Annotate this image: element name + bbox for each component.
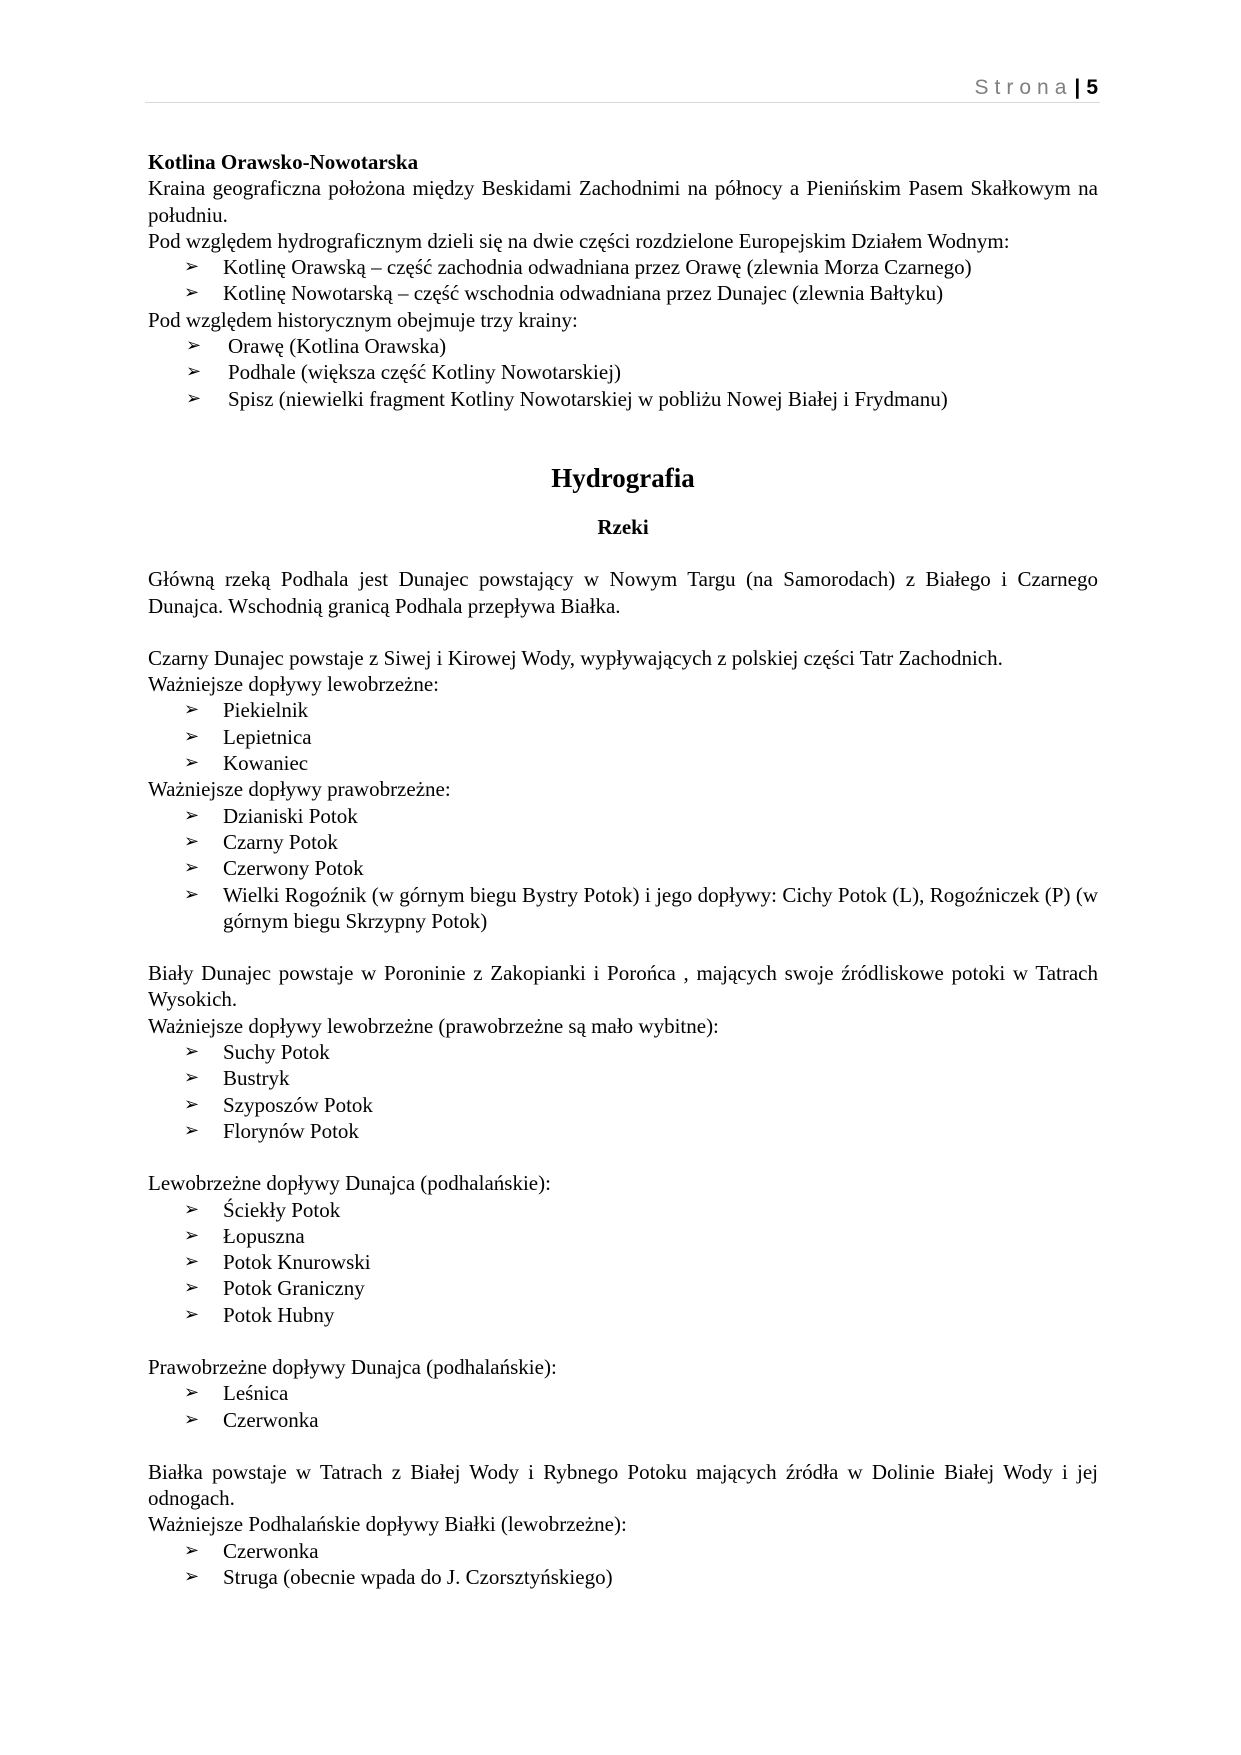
paragraph: Kraina geograficzna położona między Beskidami Zachodnimi na północy a Pienińskim Pasem Skałkowym na południu. xyxy=(148,176,1098,227)
subheading-rzeki: Rzeki xyxy=(597,514,649,539)
list-item-text: Kowaniec xyxy=(223,751,309,776)
paragraph: Lewobrzeżne dopływy Dunajca (podhalańskie): xyxy=(148,1171,551,1196)
list-item xyxy=(148,803,1098,829)
arrow-bullet-icon: ➢ xyxy=(184,883,200,905)
list-item-text: Czerwony Potok xyxy=(223,856,364,881)
list-item-text: Wielki Rogoźnik (w górnym biegu Bystry Potok) i jego dopływy: Cichy Potok (L), Rogoźniczek (P) (w górnym biegu Skrzypny Potok) xyxy=(223,882,1098,933)
list-item-text: Szyposzów Potok xyxy=(223,1092,373,1117)
document-body xyxy=(148,149,1098,1590)
heading-hydrografia: Hydrografia xyxy=(551,462,695,493)
list-item-text: Piekielnik xyxy=(223,698,309,723)
list-item-text: Spisz (niewielki fragment Kotliny Nowotarskiej w pobliżu Nowej Białej i Frydmanu) xyxy=(228,386,948,411)
paragraph: Prawobrzeżne dopływy Dunajca (podhalańskie): xyxy=(148,1354,557,1379)
page-number-label xyxy=(975,76,1098,100)
list-item-text: Bustryk xyxy=(223,1066,290,1091)
paragraph: Pod względem hydrograficznym dzieli się na dwie części rozdzielone Europejskim Działem Wodnym: xyxy=(148,228,1010,253)
arrow-bullet-icon: ➢ xyxy=(184,1198,200,1220)
list-item xyxy=(148,1249,1098,1275)
list-item-text: Kotlinę Nowotarską – część wschodnia odwadniana przez Dunajec (zlewnia Bałtyku) xyxy=(223,281,944,306)
page-label: Strona xyxy=(974,76,1073,99)
bullet-list xyxy=(148,1197,1098,1328)
arrow-bullet-icon: ➢ xyxy=(184,1251,200,1273)
list-item xyxy=(148,829,1098,855)
list-item xyxy=(148,1275,1098,1301)
list-item-text: Suchy Potok xyxy=(223,1040,330,1065)
arrow-bullet-icon: ➢ xyxy=(186,361,202,383)
list-item xyxy=(148,254,1098,280)
list-item xyxy=(148,1092,1098,1118)
paragraph: Czarny Dunajec powstaje z Siwej i Kirowej Wody, wypływających z polskiej części Tatr Zachodnich. xyxy=(148,645,1003,670)
list-item xyxy=(148,1223,1098,1249)
arrow-bullet-icon: ➢ xyxy=(184,752,200,774)
list-item xyxy=(148,1380,1098,1406)
list-item-text: Czerwonka xyxy=(223,1538,319,1563)
arrow-bullet-icon: ➢ xyxy=(186,335,202,357)
list-item xyxy=(148,1197,1098,1223)
arrow-bullet-icon: ➢ xyxy=(184,1277,200,1299)
bullet-list xyxy=(148,1538,1098,1591)
list-item xyxy=(148,1407,1098,1433)
arrow-bullet-icon: ➢ xyxy=(184,830,200,852)
list-item xyxy=(148,1538,1098,1564)
bullet-list xyxy=(148,1039,1098,1144)
arrow-bullet-icon: ➢ xyxy=(186,387,202,409)
list-item xyxy=(148,280,1098,306)
list-item-text: Dzianiski Potok xyxy=(223,803,358,828)
arrow-bullet-icon: ➢ xyxy=(184,1539,200,1561)
list-item-text: Potok Knurowski xyxy=(223,1250,371,1275)
list-item xyxy=(148,386,1098,412)
paragraph: Ważniejsze dopływy lewobrzeżne (prawobrzeżne są mało wybitne): xyxy=(148,1013,719,1038)
list-item xyxy=(148,359,1098,385)
paragraph: Ważniejsze Podhalańskie dopływy Białki (lewobrzeżne): xyxy=(148,1512,627,1537)
arrow-bullet-icon: ➢ xyxy=(184,282,200,304)
bullet-list xyxy=(148,254,1098,307)
paragraph: Biały Dunajec powstaje w Poroninie z Zakopianki i Porońca , mających swoje źródliskowe potoki w Tatrach Wysokich. xyxy=(148,961,1098,1012)
arrow-bullet-icon: ➢ xyxy=(184,1041,200,1063)
bullet-list xyxy=(148,697,1098,776)
arrow-bullet-icon: ➢ xyxy=(184,1119,200,1141)
list-item-text: Potok Hubny xyxy=(223,1302,335,1327)
list-item xyxy=(148,724,1098,750)
bullet-list xyxy=(148,1380,1098,1433)
list-item-text: Podhale (większa część Kotliny Nowotarskiej) xyxy=(228,360,622,385)
list-item xyxy=(148,1564,1098,1590)
list-item xyxy=(148,750,1098,776)
page-number: 5 xyxy=(1086,76,1098,99)
arrow-bullet-icon: ➢ xyxy=(184,725,200,747)
list-item-text: Czerwonka xyxy=(223,1407,319,1432)
list-item-text: Łopuszna xyxy=(223,1223,305,1248)
list-item-text: Struga (obecnie wpada do J. Czorsztyńskiego) xyxy=(223,1565,613,1590)
list-item-text: Czarny Potok xyxy=(223,829,338,854)
list-item xyxy=(148,855,1098,881)
list-item xyxy=(148,1302,1098,1328)
list-item xyxy=(148,333,1098,359)
paragraph: Główną rzeką Podhala jest Dunajec powstający w Nowym Targu (na Samorodach) z Białego i Czarnego Dunajca. Wschodnią granicą Podhala przepływa Białka. xyxy=(148,567,1098,618)
page-header xyxy=(145,72,1100,103)
list-item xyxy=(148,1039,1098,1065)
list-item xyxy=(148,697,1098,723)
list-item-text: Potok Graniczny xyxy=(223,1276,365,1301)
arrow-bullet-icon: ➢ xyxy=(184,1093,200,1115)
paragraph: Ważniejsze dopływy lewobrzeżne: xyxy=(148,672,440,697)
list-item xyxy=(148,1065,1098,1091)
list-item-text: Florynów Potok xyxy=(223,1118,359,1143)
arrow-bullet-icon: ➢ xyxy=(184,857,200,879)
bullet-list xyxy=(148,333,1098,412)
arrow-bullet-icon: ➢ xyxy=(184,1566,200,1588)
paragraph: Pod względem historycznym obejmuje trzy krainy: xyxy=(148,307,578,332)
list-item xyxy=(148,882,1098,935)
page-separator: | xyxy=(1074,76,1081,99)
arrow-bullet-icon: ➢ xyxy=(184,1067,200,1089)
paragraph: Białka powstaje w Tatrach z Białej Wody i Rybnego Potoku mających źródła w Dolinie Białej Wody i jej odnogach. xyxy=(148,1459,1098,1511)
paragraph: Ważniejsze dopływy prawobrzeżne: xyxy=(148,777,451,802)
bullet-list xyxy=(148,803,1098,934)
arrow-bullet-icon: ➢ xyxy=(184,256,200,278)
arrow-bullet-icon: ➢ xyxy=(184,1303,200,1325)
list-item-text: Leśnica xyxy=(223,1381,289,1406)
section-title: Kotlina Orawsko-Nowotarska xyxy=(148,150,419,174)
list-item-text: Ściekły Potok xyxy=(223,1197,341,1222)
list-item-text: Kotlinę Orawską – część zachodnia odwadniana przez Orawę (zlewnia Morza Czarnego) xyxy=(223,255,972,280)
list-item-text: Orawę (Kotlina Orawska) xyxy=(228,334,447,359)
arrow-bullet-icon: ➢ xyxy=(184,1382,200,1404)
arrow-bullet-icon: ➢ xyxy=(184,699,200,721)
arrow-bullet-icon: ➢ xyxy=(184,804,200,826)
list-item-text: Lepietnica xyxy=(223,724,312,749)
list-item xyxy=(148,1118,1098,1144)
arrow-bullet-icon: ➢ xyxy=(184,1408,200,1430)
arrow-bullet-icon: ➢ xyxy=(184,1224,200,1246)
